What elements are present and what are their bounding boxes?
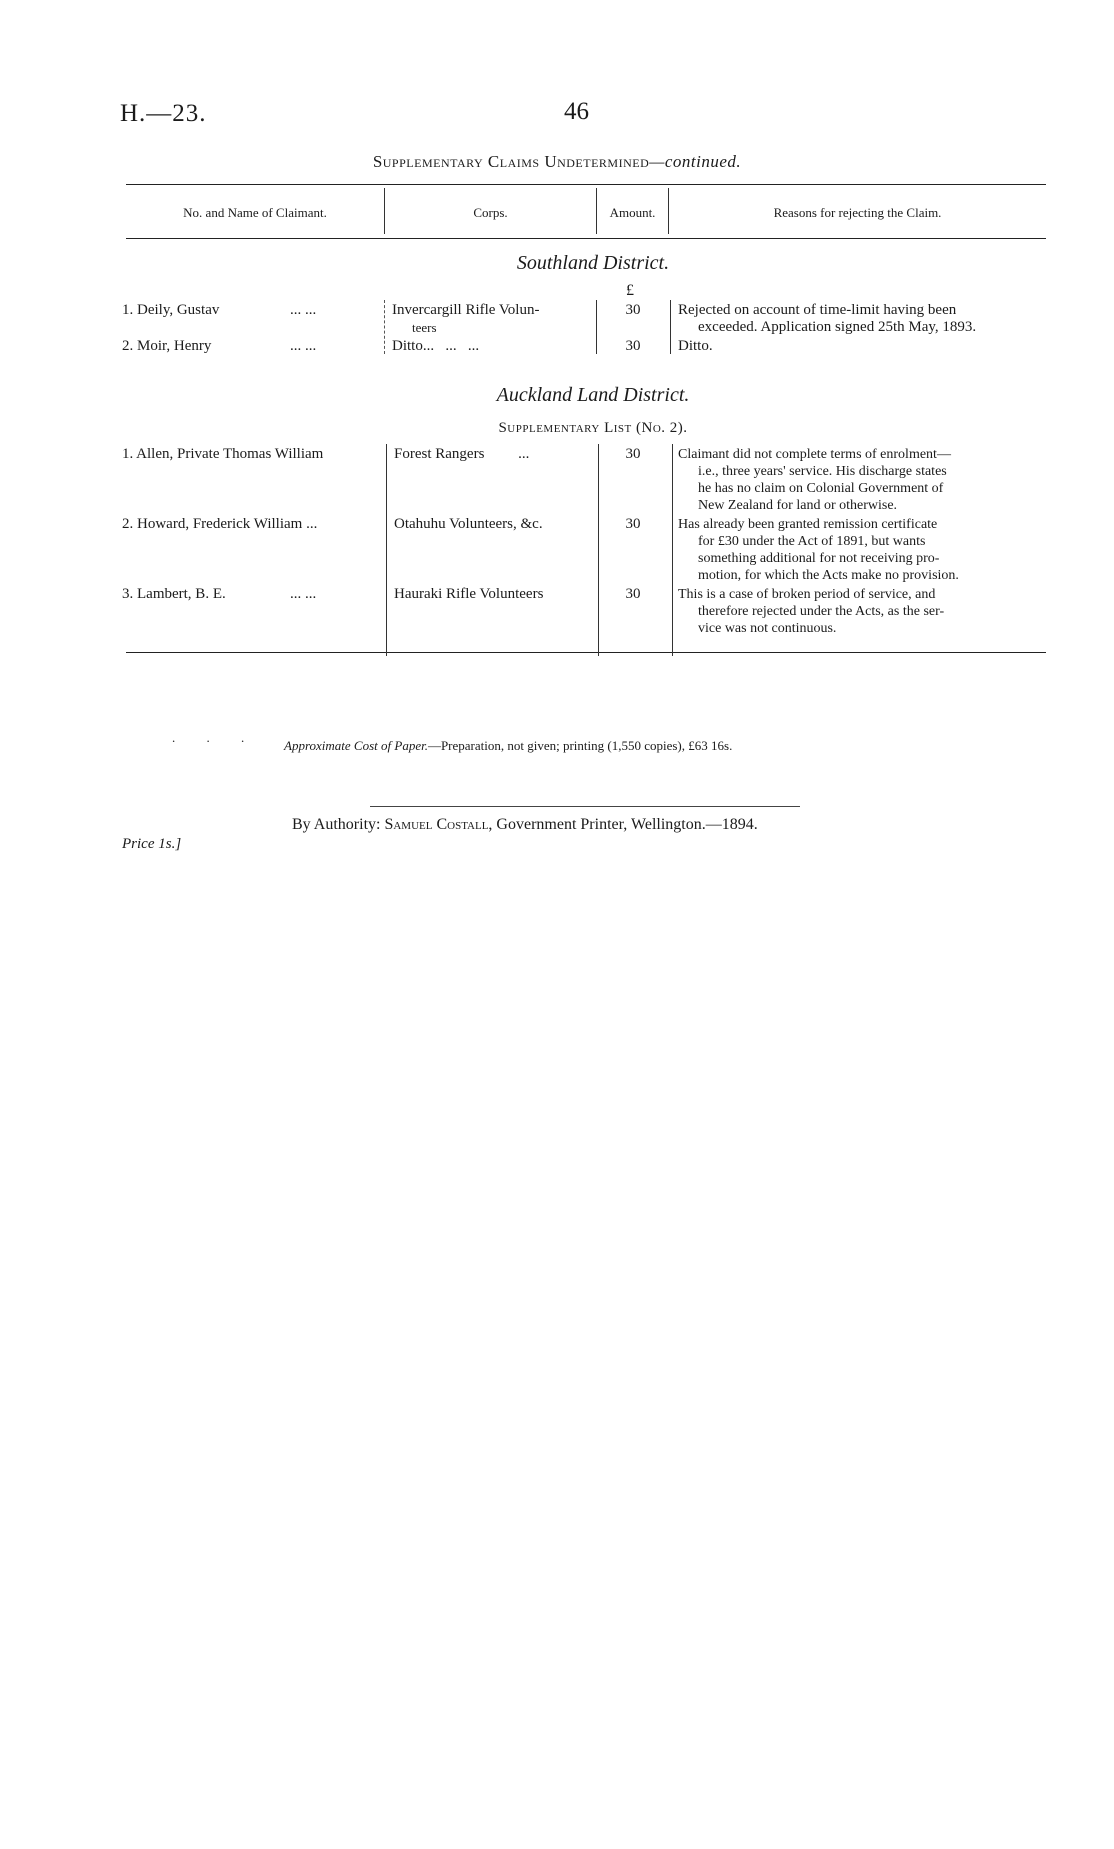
table-header-rule [126, 238, 1046, 239]
amount-value: 30 [625, 516, 641, 532]
corps-name: Forest Rangers ... [394, 446, 530, 462]
corps-name: Ditto... ... ... [392, 338, 480, 354]
claimant-name: 3. Lambert, B. E. [122, 586, 226, 602]
reason-line: exceeded. Application signed 25th May, 1893. [698, 319, 977, 335]
amount-value: 30 [625, 446, 641, 462]
printer-name: Samuel Costall [384, 816, 489, 833]
column-header-amount: Amount. [609, 205, 656, 220]
column-header-reasons: Reasons for rejecting the Claim. [773, 205, 942, 220]
body-divider-3b [672, 444, 673, 656]
body-divider-2a [596, 300, 597, 354]
claimant-name: 2. Moir, Henry [122, 338, 212, 354]
cost-label: Approximate Cost of Paper. [284, 738, 428, 753]
supplementary-list-heading: Supplementary List (No. 2). [498, 420, 688, 436]
leader-dots: ... ... [290, 338, 317, 354]
table-top-rule [126, 184, 1046, 185]
district-heading-auckland: Auckland Land District. [496, 384, 690, 406]
reason-line: for £30 under the Act of 1891, but wants [698, 534, 926, 549]
amount-value: 30 [625, 338, 641, 354]
authority-rule [370, 806, 800, 807]
cost-note [284, 738, 732, 754]
district-heading-southland: Southland District. [516, 252, 670, 274]
body-divider-2b [598, 444, 599, 656]
reason-line: This is a case of broken period of service, and [678, 587, 936, 602]
title-main: Supplementary Claims Undetermined [372, 152, 650, 171]
reason-line: i.e., three years' service. His discharge states [698, 464, 947, 479]
rejection-reason [678, 302, 1046, 336]
authority-suffix: , Government Printer, Wellington.—1894. [488, 816, 758, 833]
amount-value: 30 [625, 586, 641, 602]
claimant-name: 1. Allen, Private Thomas William [122, 446, 324, 462]
rejection-reason [678, 516, 1046, 584]
price-note: Price 1s.] [122, 836, 182, 852]
cost-text: —Preparation, not given; printing (1,550 copies), £63 16s. [427, 738, 733, 753]
reason-line: motion, for which the Acts make no provision. [698, 568, 959, 583]
reason-line: therefore rejected under the Acts, as the ser- [698, 604, 945, 619]
rejection-reason [678, 586, 1046, 637]
document-reference: H.—23. [120, 100, 207, 127]
corps-line: teers [412, 320, 437, 335]
reason-line: vice was not continuous. [698, 621, 837, 636]
corps-name [392, 302, 592, 336]
authority-prefix: By Authority: [292, 816, 385, 833]
body-divider-1a [384, 300, 386, 354]
body-divider-1b [386, 444, 387, 656]
reason-line: Claimant did not complete terms of enrolment— [678, 447, 951, 462]
title-suffix: —continued. [649, 152, 742, 171]
rejection-reason [678, 446, 1046, 514]
decorative-dots: . . . [172, 730, 259, 745]
reason-line: something additional for not receiving pro- [698, 551, 940, 566]
table-bottom-rule [126, 652, 1046, 653]
page-title [0, 152, 1114, 172]
column-header-claimant: No. and Name of Claimant. [183, 205, 327, 220]
reason-line: he has no claim on Colonial Government of [698, 481, 944, 496]
rejection-reason: Ditto. [678, 338, 713, 354]
reason-line: Rejected on account of time-limit having been [678, 302, 957, 318]
reason-line: New Zealand for land or otherwise. [698, 498, 898, 513]
claimant-name: 1. Deily, Gustav [122, 302, 220, 318]
amount-value: 30 [625, 302, 641, 318]
currency-symbol: £ [626, 282, 634, 299]
corps-name: Hauraki Rifle Volunteers [394, 586, 544, 602]
corps-line: Invercargill Rifle Volun- [392, 302, 540, 318]
leader-dots: ... ... [290, 586, 317, 602]
corps-name: Otahuhu Volunteers, &c. [394, 516, 543, 532]
column-header-corps: Corps. [473, 205, 508, 220]
reason-line: Has already been granted remission certificate [678, 517, 938, 532]
page-number: 46 [564, 98, 589, 125]
printer-authority [292, 816, 758, 834]
claimant-name: 2. Howard, Frederick William ... [122, 516, 318, 532]
body-divider-3a [670, 300, 671, 354]
leader-dots: ... ... [290, 302, 317, 318]
